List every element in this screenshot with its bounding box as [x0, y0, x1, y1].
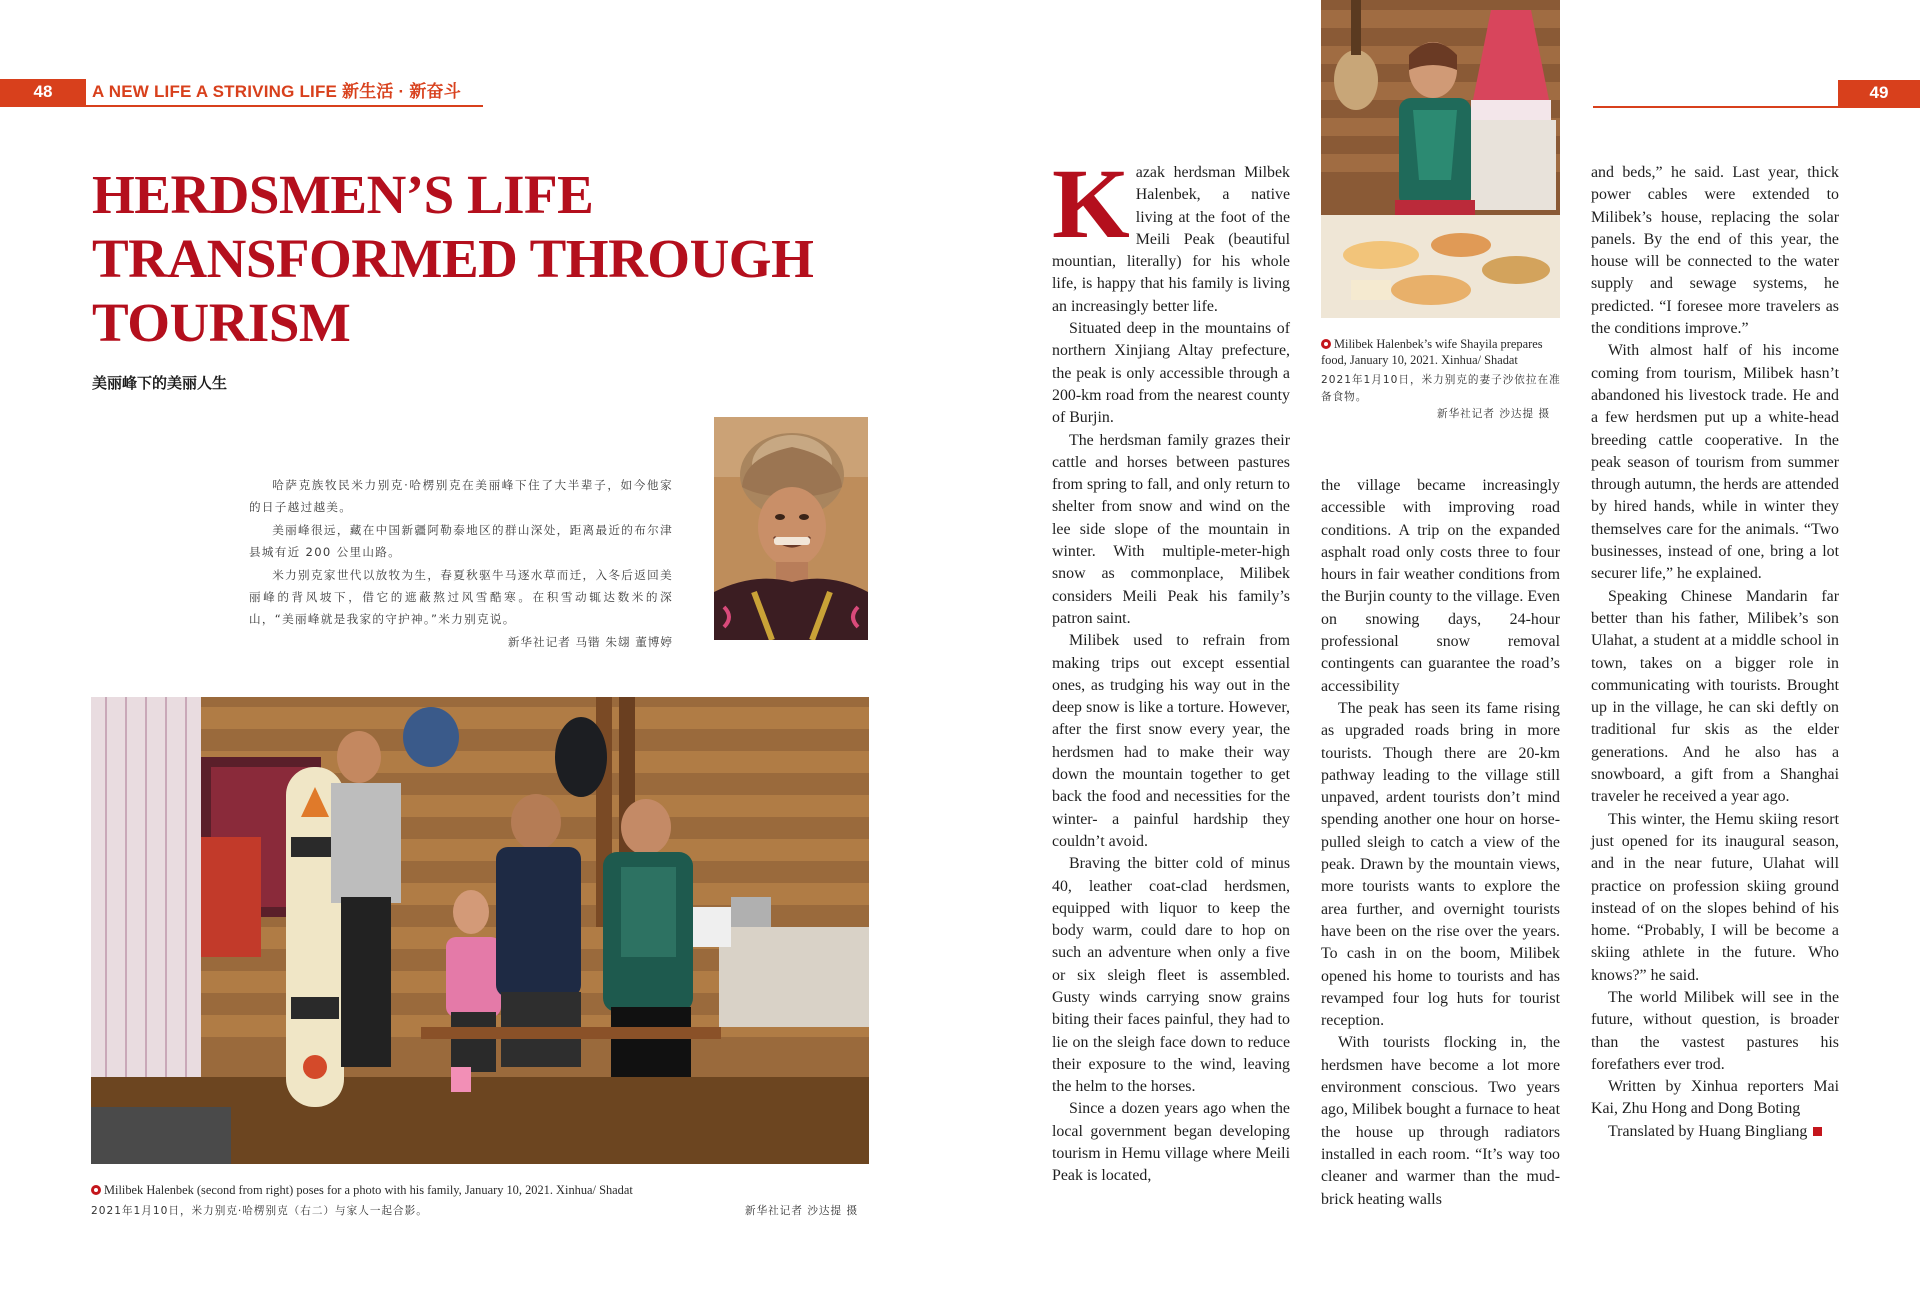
- body-column-1: [1052, 148, 1290, 1188]
- portrait-photo: [714, 417, 868, 640]
- wife-caption-credit: 新华社记者 沙达提 摄: [1437, 408, 1551, 420]
- family-caption-credit: 新华社记者 沙达提 摄: [745, 1205, 859, 1217]
- body-paragraph: The herdsman family grazes their cattle and horses between pastures from spring to fall, and only return to shelter from snow and wind on the lee side slope of the mountain in winter. With multiple-meter-high snow as commonplace, Milibek considers Meili Peak his family’s patron saint.: [1052, 431, 1290, 627]
- body-paragraph: This winter, the Hemu skiing resort just opened for its inaugural season, and in the near future, Ulahat will practice on profession skiing ground instead of on the slopes behind of his home. “Probably, I will be become a skiing athlete in the future. Who knows?” he said.: [1591, 810, 1839, 984]
- left-page-number: 48: [0, 79, 86, 105]
- title-line: TOURISM: [92, 292, 351, 353]
- body-paragraph: Speaking Chinese Mandarin far better than his father, Milibek’s son Ulahat, a student at a middle school in town, takes on a bigger role in communicating with tourists. Brought up in the village, he can ski deftly on traditional fur skis as the elder generations. And he also has a snowboard, a gift from a Shanghai traveler he received a year ago.: [1591, 587, 1839, 806]
- body-paragraph: Situated deep in the mountains of northern Xinjiang Altay prefecture, the peak is only accessible through a 200-km road from the nearest county of Burjin.: [1052, 320, 1290, 427]
- title-line: TRANSFORMED THROUGH: [92, 228, 814, 289]
- wife-photo: [1321, 0, 1560, 318]
- lead-text: azak herdsman Milbek Halenbek, a native living at the foot of the Meili Peak (beautiful mountian, literally) for his whole life, is happy that his family is living an increasingly better life.: [1052, 164, 1290, 315]
- intro-paragraph: 米力别克家世代以放牧为生，春夏秋驱牛马逐水草而迁，入冬后返回美丽峰的背风坡下，借它的遮蔽熬过风雪酷寒。在积雪动辄达数米的深山，“美丽峰就是我家的守护神。”米力别克说。: [249, 567, 673, 627]
- family-photo: [91, 697, 869, 1164]
- title-line: HERDSMEN’S LIFE: [92, 164, 594, 225]
- intro-credit: 新华社记者 马锴 朱翃 董博婷: [507, 634, 673, 649]
- family-caption-cn: 2021年1月10日，米力别克·哈楞别克（右二）与家人一起合影。: [91, 1205, 428, 1217]
- body-paragraph: and beds,” he said. Last year, thick power cables were extended to Milibek’s house, replacing the solar panels. By the end of this year, the house will be connected to the water supply and sewage systems, he predicted. “I foresee more travelers as the conditions improve.”: [1591, 164, 1839, 338]
- intro-paragraph: 哈萨克族牧民米力别克·哈楞别克在美丽峰下住了大半辈子，如今他家的日子越过越美。: [249, 478, 673, 515]
- right-page-header: [1593, 80, 1920, 108]
- byline: Written by Xinhua reporters Mai Kai, Zhu Hong and Dong Boting: [1591, 1078, 1839, 1118]
- body-paragraph: With tourists flocking in, the herdsmen have become a lot more environment conscious. Two years ago, Milibek bought a furnace to heat the house up through radiators installed in each room. “It’s way too cleaner and warmer than the mud-brick heating walls: [1321, 1034, 1560, 1208]
- wife-caption: [1321, 336, 1563, 368]
- body-column-3: [1591, 162, 1839, 1143]
- translator-line: [1591, 1121, 1839, 1143]
- end-mark-icon: [1813, 1127, 1822, 1136]
- body-paragraph: The peak has seen its fame rising as upgraded roads bring in more tourists. Though there are 20-km pathway leading to the village still unpaved, ardent tourists don’t mind spending another one hour on horse-pulled sleigh to catch a view of the peak. Drawn by the mountain views, more tourists wants to explore the area further, and overnight tourists have been on the rise over the years. To cash in on the boom, Milibek opened his home to tourists and has revamped four log huts for tourist reception.: [1321, 699, 1560, 1030]
- article-title: [92, 163, 912, 355]
- translator-text: Translated by Huang Bingliang: [1608, 1122, 1808, 1140]
- intro-paragraph: 美丽峰很远，藏在中国新疆阿勒泰地区的群山深处，距离最近的布尔津县城有近 200 公里山路。: [249, 522, 673, 560]
- body-paragraph: Milibek used to refrain from making trips out except essential ones, as trudging his way out in the deep snow is like a torture. However, after the first snow every year, the herdsmen had to make their way down the mountain together to get back the food and necessities for the winter- a painful hardship they couldn’t avoid.: [1052, 632, 1290, 850]
- wife-caption-text: Milibek Halenbek’s wife Shayila prepares food, January 10, 2021. Xinhua/ Shadat: [1321, 337, 1543, 367]
- body-paragraph: Braving the bitter cold of minus 40, leather coat-clad herdsmen, equipped with liquor to keep the body warm, could dare to hop on such an adventure when only a five or six sleigh fleet is assembled. Gusty winds carrying snow grains biting their faces painful, they had to lie on the sleigh face down to reduce their exposure to the wind, leaving the helm to the horses.: [1052, 855, 1290, 1096]
- body-paragraph: the village became increasingly accessible with improving road conditions. A trip on the expanded asphalt road only costs three to four hours in fair weather conditions from the Burjin county to the village. Even on snowing days, 24-hour professional snow removal contingents can guarantee the road’s accessibility: [1321, 477, 1560, 695]
- body-paragraph: With almost half of his income coming from tourism, Milibek hasn’t abandoned his livestock trade. He and a few herdsmen put up a white-head breeding cattle cooperative. In the peak season of tourism from summer through autumn, the herds are attended by hired hands, while in winter they themselves care for the animals. “Two businesses, instead of one, bring a lot securer life,” he explained.: [1591, 342, 1839, 583]
- family-caption-text: Milibek Halenbek (second from right) poses for a photo with his family, January 10, 2021. Xinhua/ Shadat: [104, 1183, 633, 1197]
- wife-caption-cn: 2021年1月10日，米力别克的妻子沙依拉在准备食物。: [1321, 374, 1561, 403]
- running-title: A NEW LIFE A STRIVING LIFE 新生活 · 新奋斗: [92, 82, 461, 101]
- right-page-number: 49: [1838, 80, 1920, 106]
- family-caption: [91, 1182, 791, 1198]
- intro-chinese: [249, 474, 673, 653]
- body-paragraph: The world Milibek will see in the future, without question, is broader than the vastest pastures his forefathers ever trod.: [1591, 988, 1839, 1073]
- body-paragraph: Since a dozen years ago when the local government began developing tourism in Hemu village where Meili Peak is located,: [1052, 1100, 1290, 1185]
- body-column-2: [1321, 475, 1560, 1211]
- left-page-header: [0, 79, 483, 107]
- article-subtitle: 美丽峰下的美丽人生: [92, 374, 228, 392]
- body-paragraph: [1052, 148, 1290, 318]
- drop-cap: K: [1052, 148, 1130, 259]
- xinhua-logo-icon: [1321, 339, 1331, 349]
- xinhua-logo-icon: [91, 1185, 101, 1195]
